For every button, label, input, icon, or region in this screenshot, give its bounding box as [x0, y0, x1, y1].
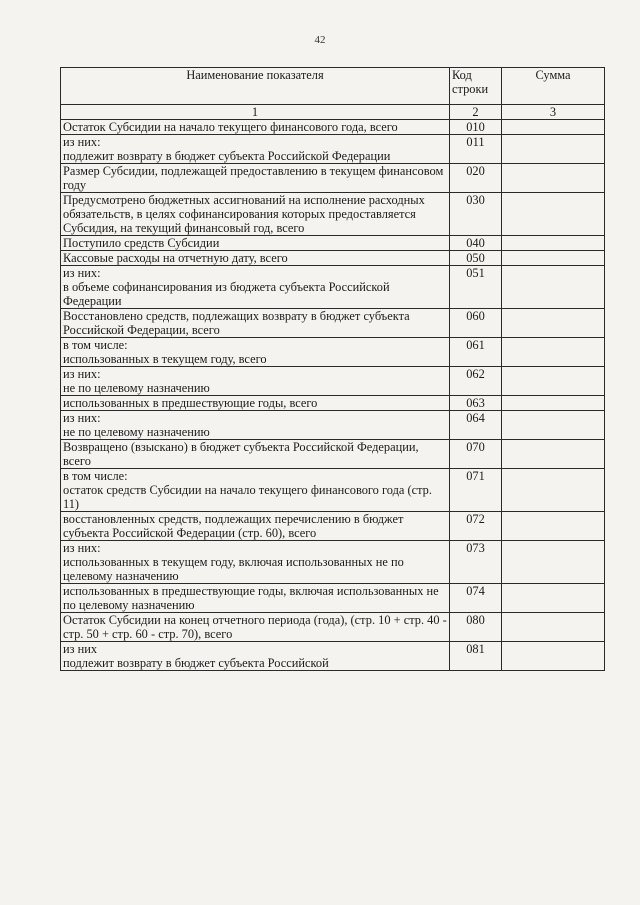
amount-cell — [502, 251, 605, 266]
amount-cell — [502, 309, 605, 338]
line-code-cell: 060 — [450, 309, 502, 338]
amount-cell — [502, 367, 605, 396]
header-amount: Сумма — [502, 68, 605, 105]
indicator-name-cell: восстановленных средств, подлежащих перечислению в бюджет субъекта Российской Федерации (стр. 60), всего — [61, 512, 450, 541]
indicator-name-cell: Размер Субсидии, подлежащей предоставлению в текущем финансовом году — [61, 164, 450, 193]
line-code-cell: 081 — [450, 642, 502, 671]
amount-cell — [502, 120, 605, 135]
amount-cell — [502, 193, 605, 236]
amount-cell — [502, 164, 605, 193]
indicator-name-cell: Поступило средств Субсидии — [61, 236, 450, 251]
line-code-cell: 063 — [450, 396, 502, 411]
header-line-code: Код строки — [450, 68, 502, 105]
table-row — [61, 236, 605, 251]
line-code-cell: 051 — [450, 266, 502, 309]
indicator-name-cell: использованных в предшествующие годы, всего — [61, 396, 450, 411]
line-code-cell: 040 — [450, 236, 502, 251]
table-row — [61, 541, 605, 584]
amount-cell — [502, 396, 605, 411]
indicator-name-cell: в том числе: остаток средств Субсидии на начало текущего финансового года (стр. 11) — [61, 469, 450, 512]
table-row — [61, 120, 605, 135]
amount-cell — [502, 266, 605, 309]
line-code-cell: 073 — [450, 541, 502, 584]
indicator-name-cell: Остаток Субсидии на начало текущего финансового года, всего — [61, 120, 450, 135]
amount-cell — [502, 642, 605, 671]
table-row — [61, 469, 605, 512]
header-indicator-name: Наименование показателя — [61, 68, 450, 105]
table-row — [61, 251, 605, 266]
table-row — [61, 411, 605, 440]
line-code-cell: 020 — [450, 164, 502, 193]
amount-cell — [502, 584, 605, 613]
line-code-cell: 064 — [450, 411, 502, 440]
subsidy-report-table — [60, 67, 605, 671]
table-row — [61, 584, 605, 613]
table-row — [61, 193, 605, 236]
table-row — [61, 338, 605, 367]
indicator-name-cell: из них: подлежит возврату в бюджет субъекта Российской Федерации — [61, 135, 450, 164]
line-code-cell: 011 — [450, 135, 502, 164]
line-code-cell: 071 — [450, 469, 502, 512]
table-header-row — [61, 68, 605, 105]
table-row — [61, 367, 605, 396]
amount-cell — [502, 338, 605, 367]
indicator-name-cell: из них: в объеме софинансирования из бюджета субъекта Российской Федерации — [61, 266, 450, 309]
indicator-name-cell: из них: не по целевому назначению — [61, 411, 450, 440]
amount-cell — [502, 613, 605, 642]
amount-cell — [502, 440, 605, 469]
column-number: 2 — [450, 105, 502, 120]
indicator-name-cell: в том числе: использованных в текущем году, всего — [61, 338, 450, 367]
amount-cell — [502, 236, 605, 251]
table-row — [61, 164, 605, 193]
table-row — [61, 440, 605, 469]
line-code-cell: 080 — [450, 613, 502, 642]
table-body — [61, 120, 605, 671]
indicator-name-cell: использованных в предшествующие годы, включая использованных не по целевому назначению — [61, 584, 450, 613]
amount-cell — [502, 541, 605, 584]
amount-cell — [502, 469, 605, 512]
line-code-cell: 010 — [450, 120, 502, 135]
indicator-name-cell: Остаток Субсидии на конец отчетного периода (года), (стр. 10 + стр. 40 - стр. 50 + стр. 60 - стр. 70), всего — [61, 613, 450, 642]
table-row — [61, 266, 605, 309]
table-row — [61, 135, 605, 164]
column-number-row — [61, 105, 605, 120]
column-number: 3 — [502, 105, 605, 120]
indicator-name-cell: Восстановлено средств, подлежащих возврату в бюджет субъекта Российской Федерации, всего — [61, 309, 450, 338]
line-code-cell: 072 — [450, 512, 502, 541]
line-code-cell: 062 — [450, 367, 502, 396]
indicator-name-cell: из них подлежит возврату в бюджет субъекта Российской — [61, 642, 450, 671]
column-number: 1 — [61, 105, 450, 120]
table-row — [61, 613, 605, 642]
line-code-cell: 074 — [450, 584, 502, 613]
line-code-cell: 030 — [450, 193, 502, 236]
indicator-name-cell: Предусмотрено бюджетных ассигнований на исполнение расходных обязательств, в целях софинансирования которых предоставляется Субсидия, на текущий финансовый год, всего — [61, 193, 450, 236]
amount-cell — [502, 135, 605, 164]
line-code-cell: 050 — [450, 251, 502, 266]
table-row — [61, 396, 605, 411]
indicator-name-cell: Возвращено (взыскано) в бюджет субъекта Российской Федерации, всего — [61, 440, 450, 469]
table-row — [61, 309, 605, 338]
indicator-name-cell: Кассовые расходы на отчетную дату, всего — [61, 251, 450, 266]
indicator-name-cell: из них: не по целевому назначению — [61, 367, 450, 396]
indicator-name-cell: из них: использованных в текущем году, включая использованных не по целевому назначению — [61, 541, 450, 584]
blank-page-bottom — [0, 830, 640, 905]
amount-cell — [502, 512, 605, 541]
amount-cell — [502, 411, 605, 440]
table-row — [61, 642, 605, 671]
line-code-cell: 070 — [450, 440, 502, 469]
table-row — [61, 512, 605, 541]
page-number: 42 — [314, 34, 326, 46]
line-code-cell: 061 — [450, 338, 502, 367]
